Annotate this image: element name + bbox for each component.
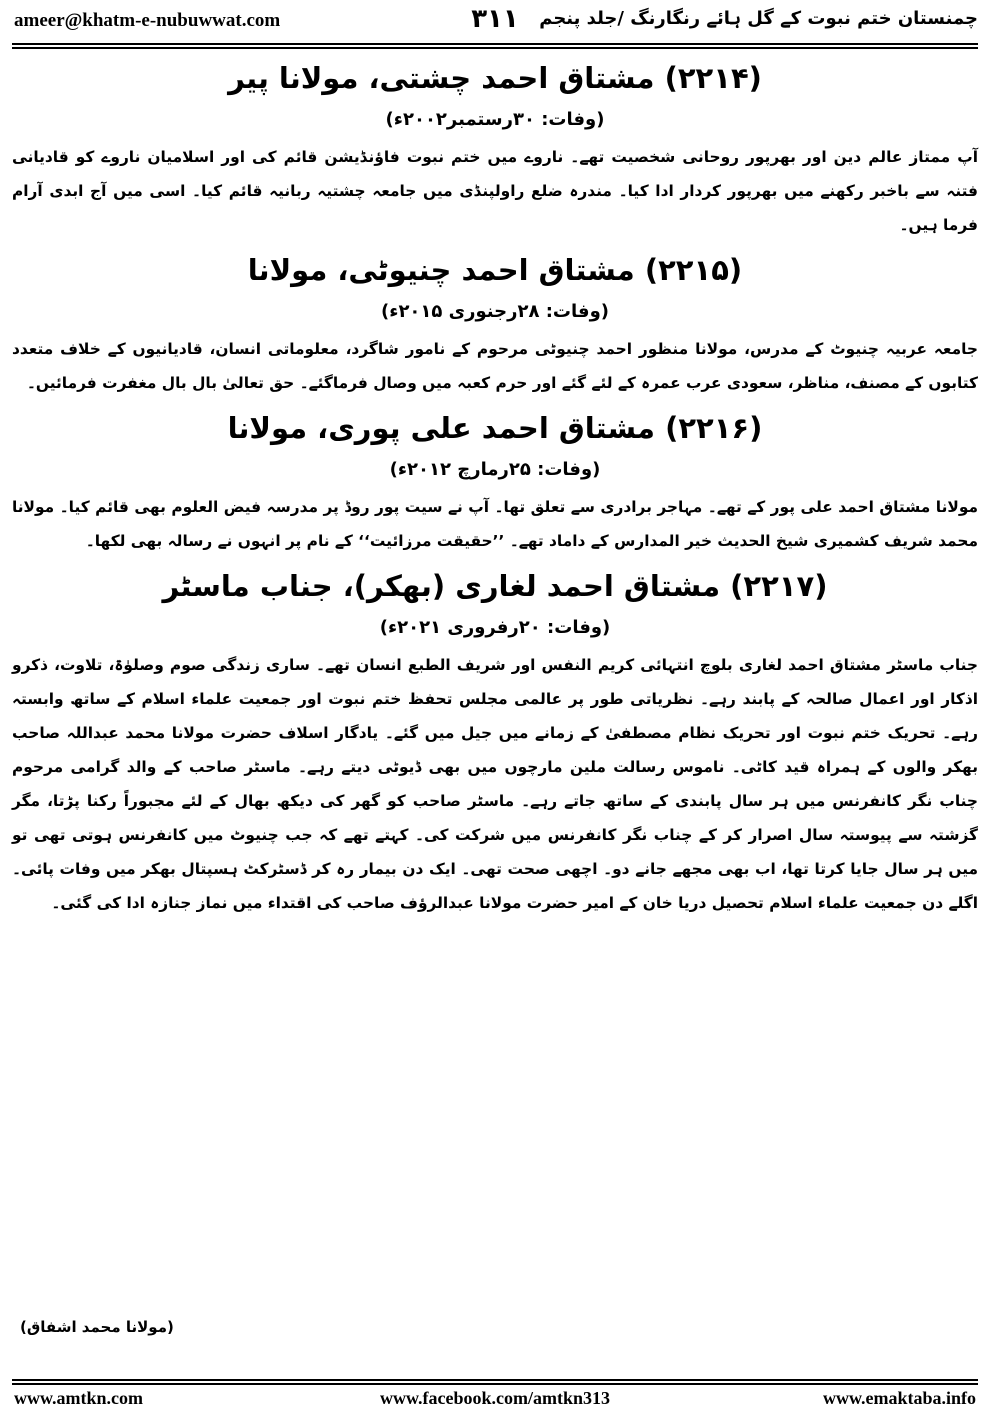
entry-body: جناب ماسٹر مشتاق احمد لغاری بلوچ انتہائی کریم النفس اور شریف الطبع انسان تھے۔ ساری زندگی صوم وصلوٰۃ، تلاوت، ذکرو اذکار اور اعمال صالحہ کے پابند رہے۔ نظریاتی طور پر عالمی مجلس تحفظ ختم نبوت اور جمعیت علماء اسلام کے ساتھ وابستہ رہے۔ تحریک ختم نبوت اور تحریک نظام مصطفیٰ کے زمانے میں جیل میں گئے۔ یادگار اسلاف حضرت مولانا محمد عبداللہ صاحب بھکر والوں کے ہمراہ قید کاٹی۔ ناموس رسالت ملین مارچوں میں بھی ڈیوٹی دیتے رہے۔ ماسٹر صاحب کے والد گرامی مرحوم چناب نگر کانفرنس میں ہر سال پابندی کے ساتھ جاتے رہے۔ ماسٹر صاحب کو گھر کی دیکھ بھال کے لئے مجبوراً رکنا پڑتا، مگر گزشتہ سے پیوستہ سال اصرار کر کے چناب نگر کانفرنس میں شرکت کی۔ کہتے تھے کہ جب چنیوٹ میں کانفرنس ہوتی تھی تو میں ہر سال جایا کرتا تھا، اب بھی مجھے جانے دو۔ اچھی صحت تھی۔ ایک دن بیمار رہ کر ڈسٹرکٹ ہسپتال بھکر میں وفات پائی۔ اگلے دن جمعیت علماء اسلام تحصیل دریا خان کے امیر حضرت مولانا عبدالرؤف صاحب کی اقتداء میں نماز جنازہ ادا کی گئی۔ [12, 656, 978, 912]
entry-death-date: (وفات: ۲۵رمارچ ۲۰۱۲ء) [389, 459, 601, 480]
footer-website-link[interactable]: www.amtkn.com [14, 1388, 143, 1408]
entry-2215 [12, 250, 978, 400]
entry-2216 [12, 408, 978, 558]
header-email: ameer@khatm-e-nubuwwat.com [14, 10, 281, 31]
entry-title: (۲۲۱۷) مشتاق احمد لغاری (بھکر)، جناب ماسٹر [162, 569, 828, 603]
entry-title: (۲۲۱۵) مشتاق احمد چنیوٹی، مولانا [247, 253, 743, 287]
entry-2214 [12, 58, 978, 242]
entry-title: (۲۲۱۴) مشتاق احمد چشتی، مولانا پیر [228, 61, 762, 95]
entry-death-date: (وفات: ۲۸رجنوری ۲۰۱۵ء) [381, 301, 609, 322]
page-number: ۳۱۱ [471, 4, 519, 34]
entry-title: (۲۲۱۶) مشتاق احمد علی پوری، مولانا [227, 411, 763, 445]
entry-body: آپ ممتاز عالم دین اور بھرپور روحانی شخصیت تھے۔ ناروے میں ختم نبوت فاؤنڈیشن قائم کی اور اسلامیان ناروے کو قادیانی فتنہ سے باخبر رکھنے میں بھرپور کردار ادا کیا۔ مندرہ ضلع راولپنڈی میں جامعہ چشتیہ ربانیہ قائم کیا۔ اسی میں آج ابدی آرام فرما ہیں۔ [12, 148, 978, 234]
entry-death-date: (وفات: ۳۰رستمبر۲۰۰۲ء) [385, 109, 605, 130]
page-footer [0, 1384, 990, 1414]
author-credit: (مولانا محمد اشفاق) [20, 1318, 174, 1336]
page-content [12, 58, 978, 928]
page-header [0, 0, 990, 46]
entry-death-date: (وفات: ۲۰رفروری ۲۰۲۱ء) [379, 617, 611, 638]
entry-2217 [12, 566, 978, 920]
entry-body: جامعہ عربیہ چنیوٹ کے مدرس، مولانا منظور احمد چنیوٹی مرحوم کے نامور شاگرد، معلوماتی انسان، قادیانیوں کے خلاف متعدد کتابوں کے مصنف، مناظر، سعودی عرب عمرہ کے لئے گئے اور حرم کعبہ میں وصال فرماگئے۔ حق تعالیٰ بال بال مغفرت فرمائیں۔ [12, 340, 978, 392]
footer-facebook-link[interactable]: www.facebook.com/amtkn313 [380, 1388, 610, 1408]
book-title: چمنستان ختم نبوت کے گل ہائے رنگارنگ /جلد پنجم [539, 8, 978, 29]
footer-emaktaba-link[interactable]: www.emaktaba.info [822, 1388, 976, 1408]
header-rule [12, 43, 978, 49]
entry-body: مولانا مشتاق احمد علی پور کے تھے۔ مہاجر برادری سے تعلق تھا۔ آپ نے سیت پور روڈ پر مدرسہ فیض العلوم بھی قائم کیا۔ مولانا محمد شریف کشمیری شیخ الحدیث خیر المدارس کے داماد تھے۔ ’’حقیقت مرزائیت‘‘ کے نام پر انہوں نے رسالہ بھی لکھا۔ [12, 498, 978, 550]
